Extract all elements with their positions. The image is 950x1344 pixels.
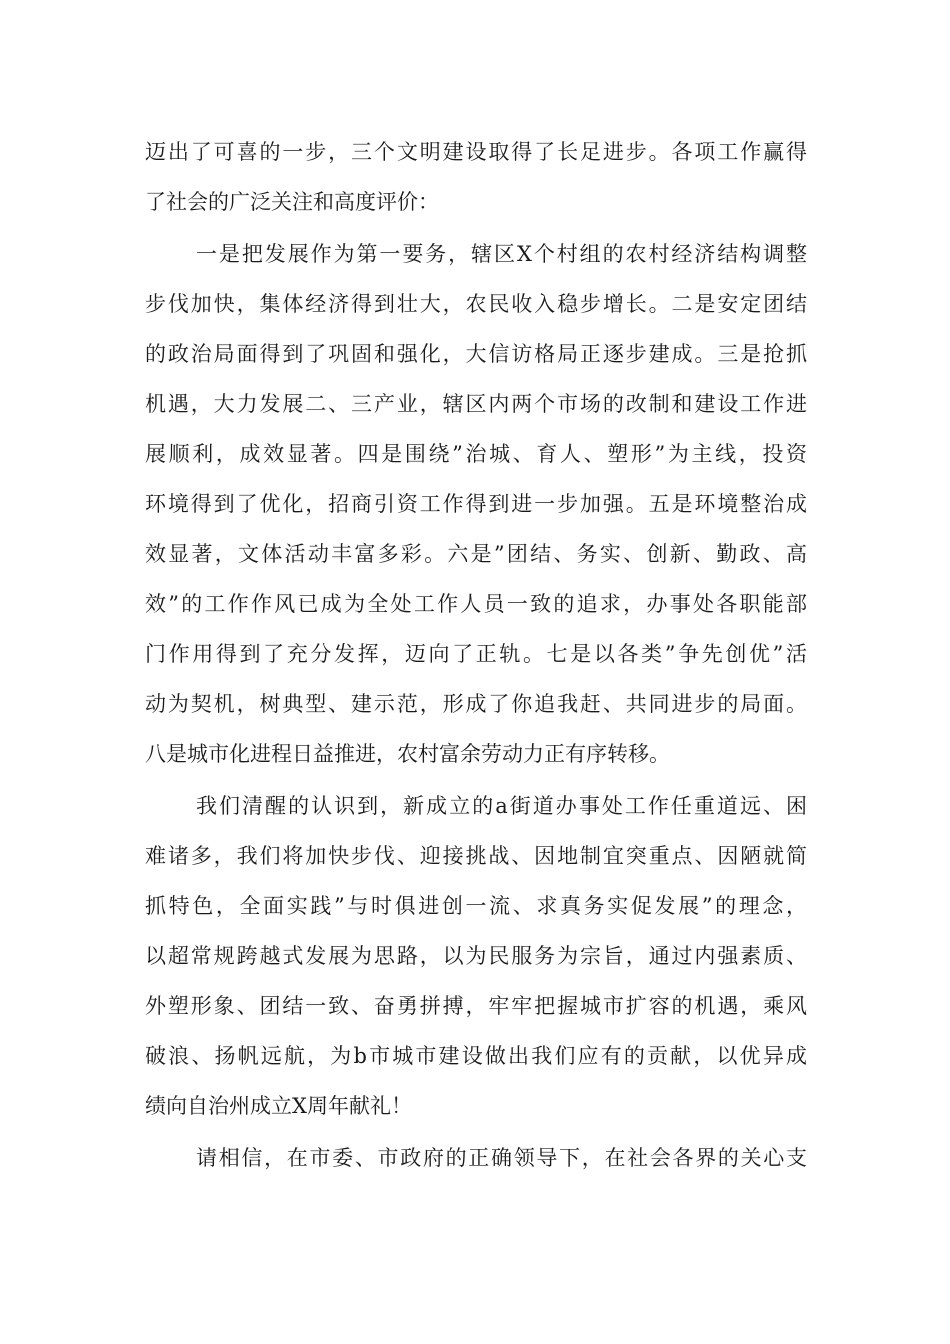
text-line: 环境得到了优化，招商引资工作得到进一步加强。五是环境整治成 <box>145 492 807 516</box>
text-line: 难诸多，我们将加快步伐、迎接挑战、因地制宜突重点、因陋就简 <box>145 844 807 868</box>
text-line: 外塑形象、团结一致、奋勇拼搏，牢牢把握城市扩容的机遇，乘风 <box>145 994 807 1018</box>
text-line: 了社会的广泛关注和高度评价： <box>145 190 439 214</box>
text-line: 抓特色，全面实践”与时俱进创一流、求真务实促发展”的理念， <box>145 894 807 918</box>
text-line: 效”的工作作风已成为全处工作人员一致的追求，办事处各职能部 <box>145 592 807 616</box>
text-line: 展顺利，成效显著。四是围绕”治城、育人、塑形”为主线，投资 <box>145 442 807 466</box>
text-line: 迈出了可喜的一步，三个文明建设取得了长足进步。各项工作赢得 <box>145 140 807 164</box>
text-line: 八是城市化进程日益推进，农村富余劳动力正有序转移。 <box>145 742 670 766</box>
text-line: 的政治局面得到了巩固和强化，大信访格局正逐步建成。三是抢抓 <box>145 342 807 366</box>
text-line: 步伐加快，集体经济得到壮大，农民收入稳步增长。二是安定团结 <box>145 292 807 316</box>
text-line: 我们清醒的认识到，新成立的a街道办事处工作任重道远、困 <box>196 794 807 818</box>
text-line: 效显著，文体活动丰富多彩。六是”团结、务实、创新、勤政、高 <box>145 542 807 566</box>
text-line: 门作用得到了充分发挥，迈向了正轨。七是以各类”争先创优”活 <box>145 642 807 666</box>
text-line: 一是把发展作为第一要务，辖区X个村组的农村经济结构调整 <box>196 242 807 266</box>
text-line: 绩向自治州成立X周年献礼！ <box>145 1094 412 1118</box>
text-line: 以超常规跨越式发展为思路，以为民服务为宗旨，通过内强素质、 <box>145 944 807 968</box>
text-line: 动为契机，树典型、建示范，形成了你追我赶、共同进步的局面。 <box>145 692 807 716</box>
text-line: 请相信，在市委、市政府的正确领导下，在社会各界的关心支 <box>196 1146 807 1170</box>
text-line: 破浪、扬帆远航，为b市城市建设做出我们应有的贡献，以优异成 <box>145 1044 807 1068</box>
text-line: 机遇，大力发展二、三产业，辖区内两个市场的改制和建设工作进 <box>145 392 807 416</box>
